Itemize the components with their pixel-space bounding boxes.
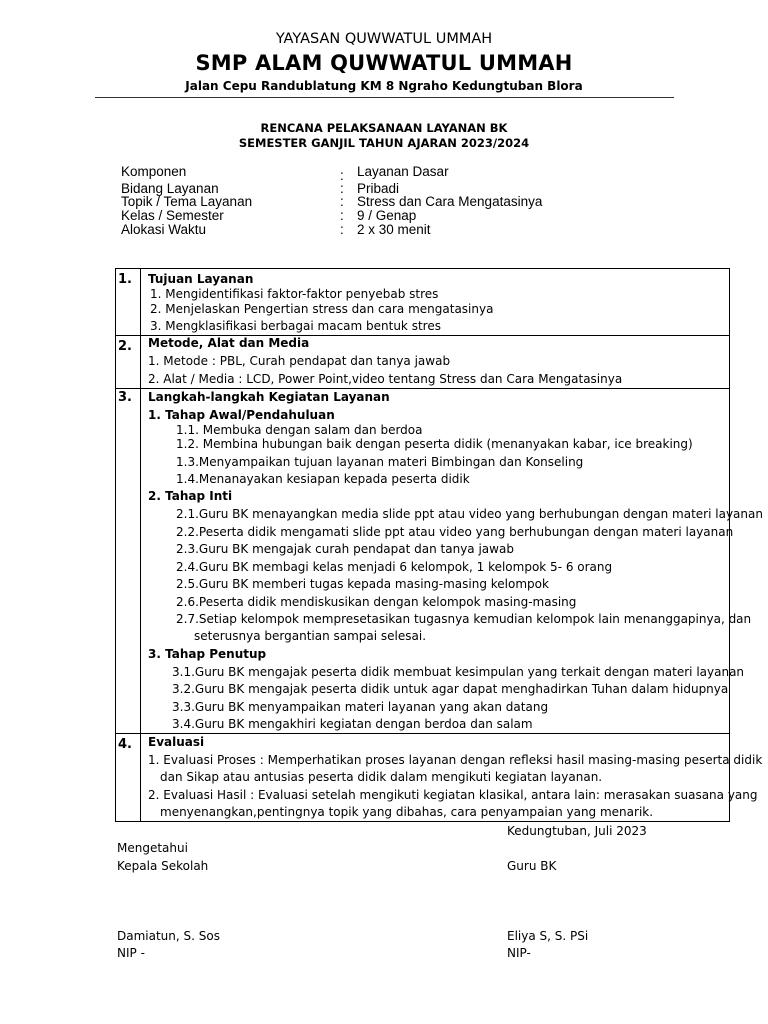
meta-label-komponen: Komponen — [121, 164, 187, 179]
list-item: dan Sikap atau antusias peserta didik dalam mengikuti kegiatan layanan. — [160, 770, 603, 784]
meta-value-alokasi: 2 x 30 menit — [357, 222, 431, 237]
section-title-evaluasi: Evaluasi — [148, 735, 205, 749]
counselor-name: Eliya S, S. PSi — [507, 929, 589, 943]
list-item: 1. Mengidentifikasi faktor-faktor penyebab stres — [150, 287, 439, 301]
section-title-metode: Metode, Alat dan Media — [148, 336, 310, 350]
meta-label-kelas: Kelas / Semester — [121, 208, 224, 223]
section-title-tujuan: Tujuan Layanan — [148, 272, 254, 286]
meta-label-bidang: Bidang Layanan — [121, 181, 219, 196]
list-item: 2. Menjelaskan Pengertian stress dan cara mengatasinya — [150, 302, 494, 316]
foundation-name: YAYASAN QUWWATUL UMMAH — [275, 31, 493, 47]
table-number-column-divider — [140, 268, 141, 822]
list-item: 2. Evaluasi Hasil : Evaluasi setelah mengikuti kegiatan klasikal, antara lain: merasakan suasana yang — [148, 788, 758, 802]
list-item: 2.5.Guru BK memberi tugas kepada masing-masing kelompok — [176, 577, 549, 591]
principal-role: Kepala Sekolah — [117, 859, 209, 873]
list-item: 3.1.Guru BK mengajak peserta didik membuat kesimpulan yang terkait dengan materi layanan — [172, 665, 745, 679]
list-item: 2.6.Peserta didik mendiskusikan dengan kelompok masing-masing — [176, 595, 577, 609]
list-item: 1.3.Menyampaikan tujuan layanan materi Bimbingan dan Konseling — [176, 455, 584, 469]
school-address: Jalan Cepu Randublatung KM 8 Ngraho Kedungtuban Blora — [185, 79, 583, 93]
list-item: 3. Mengklasifikasi berbagai macam bentuk stres — [150, 319, 441, 333]
place-date: Kedungtuban, Juli 2023 — [507, 824, 647, 838]
meta-label-alokasi: Alokasi Waktu — [121, 222, 207, 237]
section-number: 1. — [118, 272, 132, 287]
meta-value-komponen: Layanan Dasar — [357, 164, 449, 179]
section-title-langkah: Langkah-langkah Kegiatan Layanan — [148, 390, 390, 404]
counselor-nip: NIP- — [507, 946, 531, 960]
meta-label-topik: Topik / Tema Layanan — [121, 194, 253, 209]
meta-colon: : — [340, 181, 344, 196]
list-item: 1.1. Membuka dengan salam dan berdoa — [176, 423, 423, 437]
list-item: 3.2.Guru BK mengajak peserta didik untuk agar dapat menghadirkan Tuhan dalam hidupnya — [172, 682, 729, 696]
school-name: SMP ALAM QUWWATUL UMMAH — [195, 51, 573, 75]
principal-nip: NIP - — [117, 946, 145, 960]
counselor-role: Guru BK — [507, 859, 557, 873]
section-number: 2. — [118, 339, 132, 354]
list-item: 2. Alat / Media : LCD, Power Point,video tentang Stress dan Cara Mengatasinya — [148, 372, 623, 386]
list-item: 2.2.Peserta didik mengamati slide ppt atau video yang berhubungan dengan materi layanan — [176, 525, 734, 539]
section-number: 3. — [118, 390, 132, 405]
stage-title: 2. Tahap Inti — [148, 489, 233, 503]
list-item: 2.3.Guru BK mengajak curah pendapat dan tanya jawab — [176, 542, 514, 556]
list-item: 2.4.Guru BK membagi kelas menjadi 6 kelompok, 1 kelompok 5- 6 orang — [176, 560, 613, 574]
list-item: 1.4.Menanayakan kesiapan kepada peserta didik — [176, 472, 470, 486]
list-item: 2.7.Setiap kelompok mempresetasikan tugasnya kemudian kelompok lain menanggapinya, dan — [176, 612, 752, 626]
meta-colon: : — [340, 168, 344, 183]
header-divider — [95, 97, 674, 98]
meta-value-bidang: Pribadi — [357, 181, 400, 196]
meta-colon: : — [340, 194, 344, 209]
stage-title: 1. Tahap Awal/Pendahuluan — [148, 408, 335, 422]
list-item: seterusnya bergantian sampai selesai. — [194, 629, 427, 643]
list-item: menyenangkan,pentingnya topik yang dibahas, cara penyampaian yang menarik. — [160, 805, 654, 819]
table-row-divider — [115, 388, 730, 389]
list-item: 1.2. Membina hubungan baik dengan peserta didik (menanyakan kabar, ice breaking) — [176, 437, 693, 451]
list-item: 1. Metode : PBL, Curah pendapat dan tanya jawab — [148, 354, 451, 368]
document-subtitle: SEMESTER GANJIL TAHUN AJARAN 2023/2024 — [238, 136, 530, 150]
stage-title: 3. Tahap Penutup — [148, 647, 267, 661]
list-item: 2.1.Guru BK menayangkan media slide ppt atau video yang berhubungan dengan materi layanan — [176, 507, 763, 521]
meta-value-kelas: 9 / Genap — [357, 208, 417, 223]
meta-value-topik: Stress dan Cara Mengatasinya — [357, 194, 543, 209]
meta-colon: : — [340, 222, 344, 237]
list-item: 3.3.Guru BK menyampaikan materi layanan yang akan datang — [172, 700, 549, 714]
section-number: 4. — [118, 737, 132, 752]
meta-colon: : — [340, 208, 344, 223]
list-item: 1. Evaluasi Proses : Memperhatikan proses layanan dengan refleksi hasil masing-masing peserta didik — [148, 753, 763, 767]
acknowledged-label: Mengetahui — [117, 841, 188, 855]
table-row-divider — [115, 733, 730, 734]
document-title: RENCANA PELAKSANAAN LAYANAN BK — [260, 121, 508, 135]
principal-name: Damiatun, S. Sos — [117, 929, 220, 943]
list-item: 3.4.Guru BK mengakhiri kegiatan dengan berdoa dan salam — [172, 717, 533, 731]
